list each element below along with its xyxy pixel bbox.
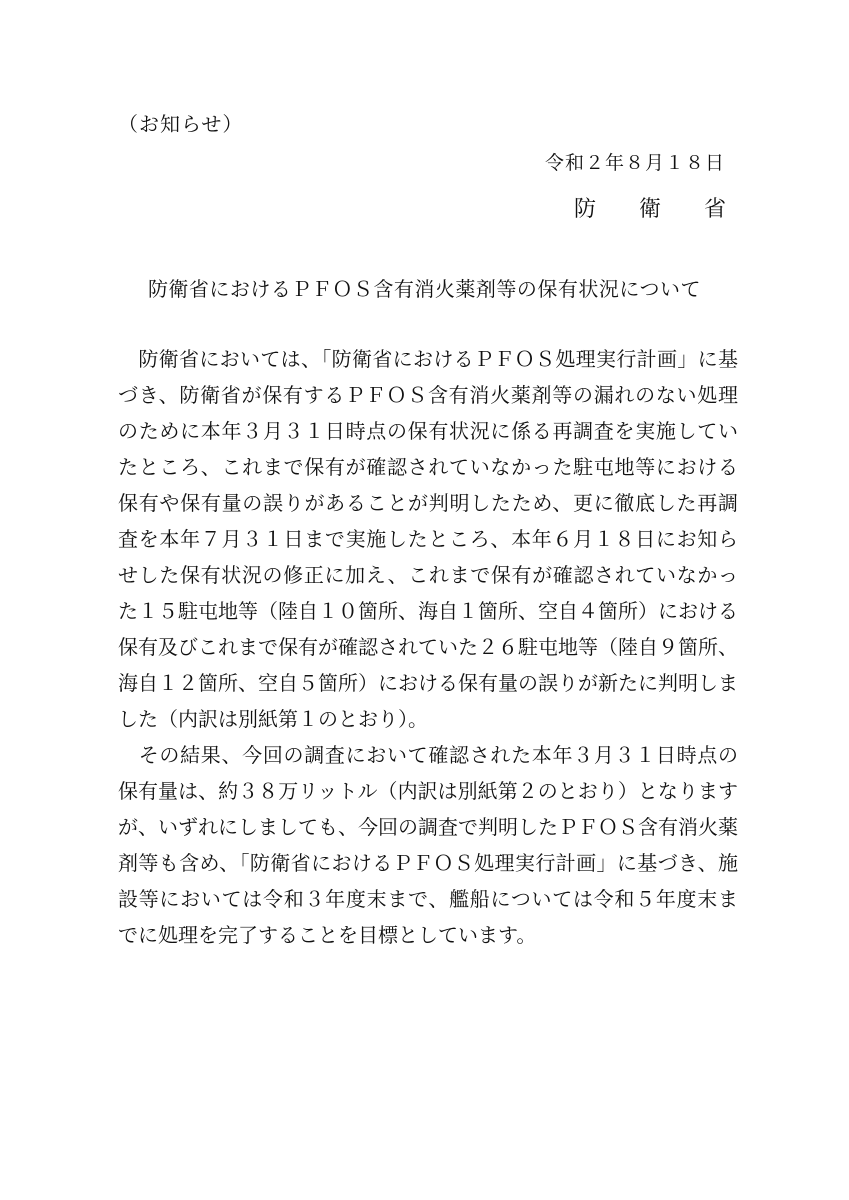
body-line: した（内訳は別紙第１のとおり）。 (118, 707, 428, 731)
body-line: 保有及びこれまで保有が確認されていた２６駐屯地等（陸自９箇所、 (118, 635, 738, 659)
body-line: 保有量は、約３８万リットル（内訳は別紙第２のとおり）となります (118, 779, 738, 803)
body-line: 査を本年７月３１日まで実施したところ、本年６月１８日にお知ら (118, 527, 738, 551)
issue-date: 令和２年８月１８日 (544, 152, 725, 174)
issuer-ministry (574, 192, 726, 223)
body-line: た１５駐屯地等（陸自１０箇所、海自１箇所、空自４箇所）における (118, 599, 738, 623)
body-line: 設等においては令和３年度末まで、艦船については令和５年度末ま (118, 887, 738, 911)
issuer-char: 衛 (638, 197, 661, 222)
body-text (118, 341, 738, 953)
body-line: 保有や保有量の誤りがあることが判明したため、更に徹底した再調 (118, 491, 738, 515)
body-line: 剤等も含め、「防衛省におけるＰＦＯＳ処理実行計画」に基づき、施 (118, 851, 738, 875)
body-line: でに処理を完了することを目標としています。 (118, 923, 537, 947)
issuer-char: 省 (703, 197, 726, 222)
body-line: が、いずれにしましても、今回の調査で判明したＰＦＯＳ含有消火薬 (118, 815, 738, 839)
body-line: 海自１２箇所、空自５箇所）における保有量の誤りが新たに判明しま (118, 671, 738, 695)
body-line: たところ、これまで保有が確認されていなかった駐屯地等における (118, 455, 738, 479)
body-line: づき、防衛省が保有するＰＦＯＳ含有消火薬剤等の漏れのない処理 (118, 383, 738, 407)
document-title: 防衛省におけるＰＦＯＳ含有消火薬剤等の保有状況について (147, 277, 702, 301)
body-line: せした保有状況の修正に加え、これまで保有が確認されていなかっ (118, 563, 738, 587)
body-line: 防衛省においては、「防衛省におけるＰＦＯＳ処理実行計画」に基 (118, 347, 738, 371)
body-line: のために本年３月３１日時点の保有状況に係る再調査を実施してい (118, 419, 738, 443)
body-line: その結果、今回の調査において確認された本年３月３１日時点の (118, 743, 738, 767)
issuer-char: 防 (574, 197, 597, 222)
notice-label: （お知らせ） (118, 112, 244, 136)
